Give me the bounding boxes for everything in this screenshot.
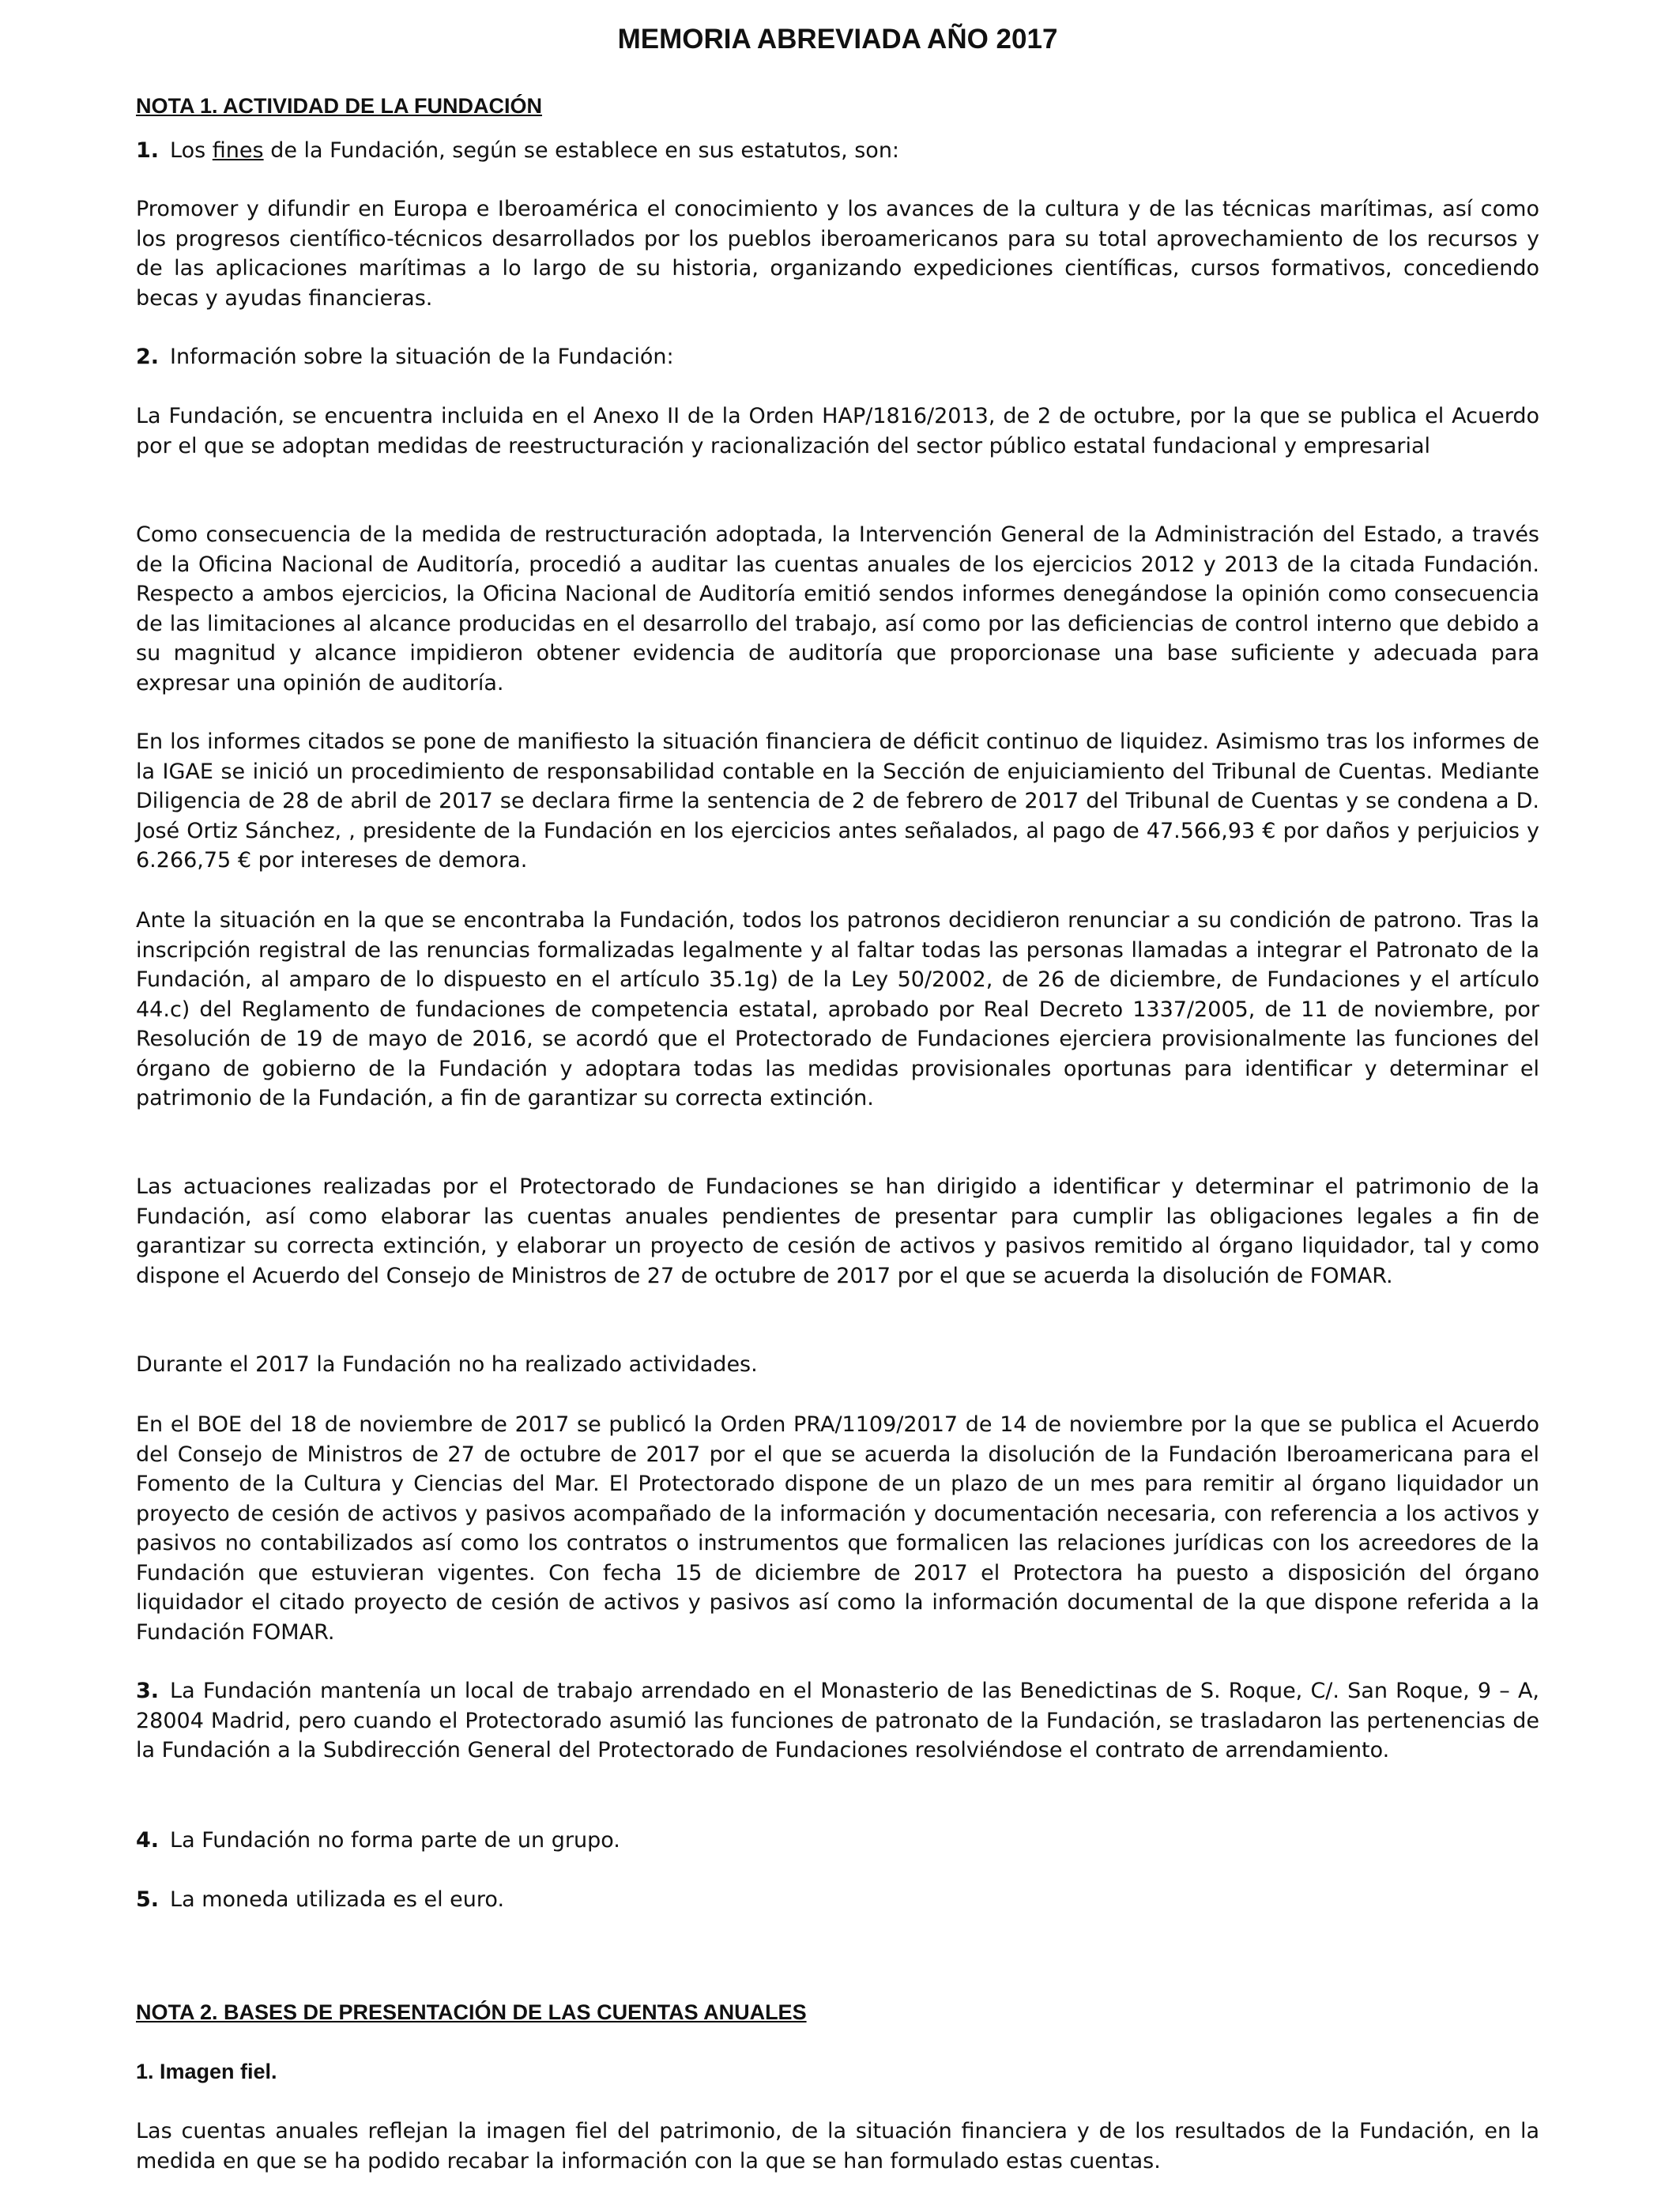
item5-text: La moneda utilizada es el euro. bbox=[170, 1887, 505, 1912]
item-number: 3. bbox=[136, 1679, 160, 1703]
nota1-item1 bbox=[136, 136, 1539, 166]
paragraph-fines: Promover y difundir en Europa e Iberoamérica el conocimiento y los avances de la cultura y de las técnicas marítimas, así como los progresos científico-técnicos desarrollados por los pueblos iberoamericanos para su total aprovechamiento de los recursos y de las aplicaciones marítimas a lo largo de su historia, organizando expediciones científicas, cursos formativos, concediendo becas y ayudas financieras. bbox=[136, 197, 1539, 311]
fines-underlined: fines bbox=[212, 138, 264, 163]
document-title: MEMORIA ABREVIADA AÑO 2017 bbox=[617, 24, 1058, 55]
item-number: 4. bbox=[136, 1828, 160, 1853]
nota1-item3 bbox=[136, 1676, 1539, 1766]
item1-text-before: Los bbox=[170, 138, 206, 163]
nota1-heading: NOTA 1. ACTIVIDAD DE LA FUNDACIÓN bbox=[136, 94, 542, 118]
paragraph-ante: Ante la situación en la que se encontraba la Fundación, todos los patronos decidieron renunciar a su condición de patrono. Tras la inscripción registral de las renuncias formalizadas legalmente y al faltar todas las personas llamadas a integrar el Patronato de la Fundación, al amparo de lo dispuesto en el artículo 35.1g) de la Ley 50/2002, de 26 de diciembre, de Fundaciones y el artículo 44.c) del Reglamento de fundaciones de competencia estatal, aprobado por Real Decreto 1337/2005, de 11 de noviembre, por Resolución de 19 de mayo de 2016, se acordó que el Protectorado de Fundaciones ejerciera provisionalmente las funciones del órgano de gobierno de la Fundación y adoptara todas las medidas provisionales oportunas para identificar y determinar el patrimonio de la Fundación, a fin de garantizar su correcta extinción. bbox=[136, 908, 1539, 1110]
nota1-item2 bbox=[136, 342, 1539, 372]
item4-text: La Fundación no forma parte de un grupo. bbox=[170, 1828, 620, 1853]
paragraph-consecuencia: Como consecuencia de la medida de restructuración adoptada, la Intervención General de la Administración del Estado, a través de la Oficina Nacional de Auditoría, procedió a auditar las cuentas anuales de los ejercicios 2012 y 2013 de la citada Fundación. Respecto a ambos ejercicios, la Oficina Nacional de Auditoría emitió sendos informes denegándose la opinión como consecuencia de las limitaciones al alcance producidas en el desarrollo del trabajo, así como por las deficiencias de control interno que debido a su magnitud y alcance impidieron obtener evidencia de auditoría que proporcionase una base suficiente y adecuada para expresar una opinión de auditoría. bbox=[136, 522, 1539, 696]
item1-text-after: de la Fundación, según se establece en sus estatutos, son: bbox=[270, 138, 900, 163]
paragraph-informes: En los informes citados se pone de manifiesto la situación financiera de déficit continuo de liquidez. Asimismo tras los informes de la IGAE se inició un procedimiento de responsabilidad contable en la Sección de enjuiciamiento del Tribunal de Cuentas. Mediante Diligencia de 28 de abril de 2017 se declara firme la sentencia de 2 de febrero de 2017 del Tribunal de Cuentas y se condena a D. José Ortiz Sánchez, , presidente de la Fundación en los ejercicios antes señalados, al pago de 47.566,93 € por daños y perjuicios y 6.266,75 € por intereses de demora. bbox=[136, 729, 1539, 873]
nota1-item5 bbox=[136, 1885, 1539, 1915]
item-number: 1. bbox=[136, 138, 160, 163]
item3-text: La Fundación mantenía un local de trabajo arrendado en el Monasterio de las Benedictinas de S. Roque, C/. San Roque, 9 – A, 28004 Madrid, pero cuando el Protectorado asumió las funciones de patronato de la Fundación, se trasladaron las pertenencias de la Fundación a la Subdirección General del Protectorado de Fundaciones resolviéndose el contrato de arrendamiento. bbox=[136, 1679, 1539, 1762]
nota2-heading: NOTA 2. BASES DE PRESENTACIÓN DE LAS CUENTAS ANUALES bbox=[136, 2000, 807, 2024]
nota1-item4 bbox=[136, 1826, 1539, 1856]
item-number: 2. bbox=[136, 345, 160, 369]
item2-text: Información sobre la situación de la Fundación: bbox=[170, 345, 674, 369]
paragraph-anexo: La Fundación, se encuentra incluida en el Anexo II de la Orden HAP/1816/2013, de 2 de octubre, por la que se publica el Acuerdo por el que se adoptan medidas de reestructuración y racionalización del sector público estatal fundacional y empresarial bbox=[136, 404, 1539, 458]
item-number: 5. bbox=[136, 1887, 160, 1912]
paragraph-imagen-fiel: Las cuentas anuales reflejan la imagen fiel del patrimonio, de la situación financiera y de los resultados de la Fundación, en la medida en que se ha podido recabar la información con la que se han formulado estas cuentas. bbox=[136, 2119, 1539, 2173]
imagen-fiel-subheading: 1. Imagen fiel. bbox=[136, 2060, 277, 2083]
paragraph-boe: En el BOE del 18 de noviembre de 2017 se publicó la Orden PRA/1109/2017 de 14 de noviembre por la que se publica el Acuerdo del Consejo de Ministros de 27 de octubre de 2017 por el que se acuerda la disolución de la Fundación Iberoamericana para el Fomento de la Cultura y Ciencias del Mar. El Protectorado dispone de un plazo de un mes para remitir al órgano liquidador un proyecto de cesión de activos y pasivos acompañado de la información y documentación necesaria, con referencia a los activos y pasivos no contabilizados así como los contratos o instrumentos que formalicen las relaciones jurídicas con los acreedores de la Fundación que estuvieran vigentes. Con fecha 15 de diciembre de 2017 el Protectora ha puesto a disposición del órgano liquidador el citado proyecto de cesión de activos y pasivos así como la información documental de la que dispone referida a la Fundación FOMAR. bbox=[136, 1412, 1539, 1645]
paragraph-actuaciones: Las actuaciones realizadas por el Protectorado de Fundaciones se han dirigido a identificar y determinar el patrimonio de la Fundación, así como elaborar las cuentas anuales pendientes de presentar para cumplir las obligaciones legales a fin de garantizar su correcta extinción, y elaborar un proyecto de cesión de activos y pasivos remitido al órgano liquidador, tal y como dispone el Acuerdo del Consejo de Ministros de 27 de octubre de 2017 por el que se acuerda la disolución de FOMAR. bbox=[136, 1174, 1539, 1288]
paragraph-durante: Durante el 2017 la Fundación no ha realizado actividades. bbox=[136, 1352, 758, 1377]
document-page bbox=[136, 0, 1539, 2194]
